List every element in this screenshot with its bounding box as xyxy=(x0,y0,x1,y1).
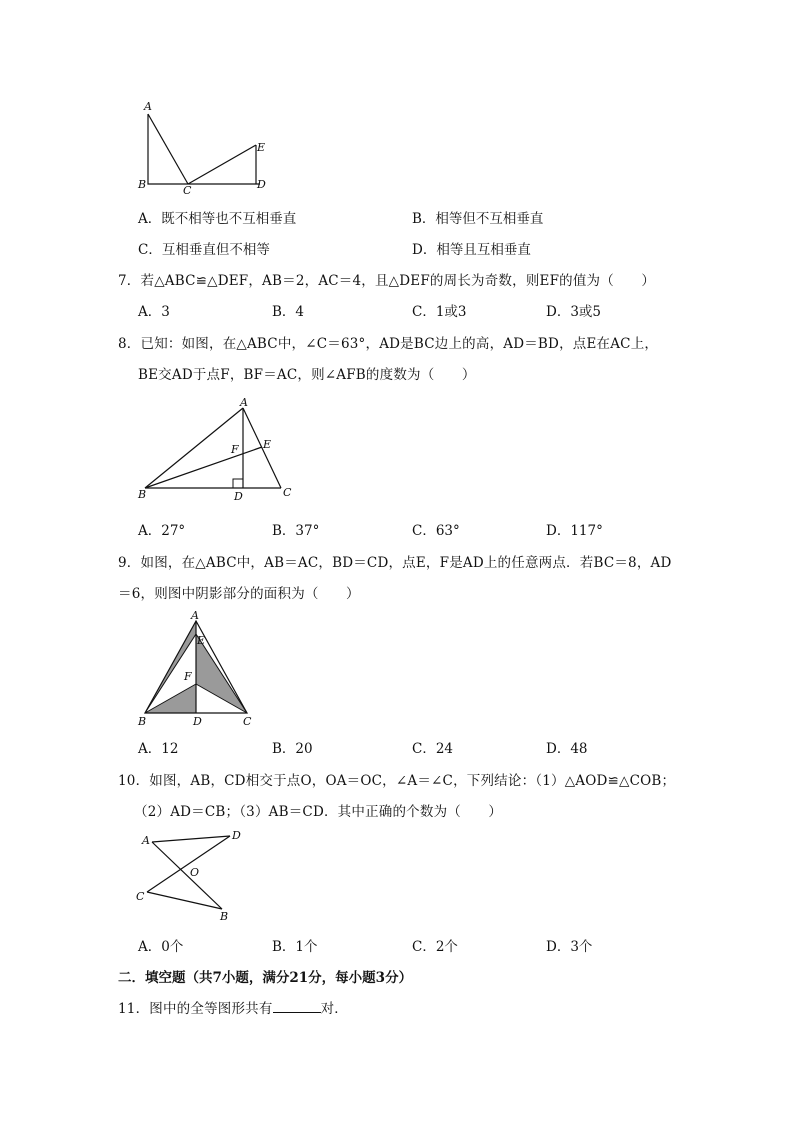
q7-choice-b: B．4 xyxy=(272,304,305,320)
q10-text-line2: （2）AD＝CB；（3）AB＝CD．其中正确的个数为（ ） xyxy=(134,804,503,820)
q10-choice-d: D．3个 xyxy=(546,939,593,955)
q8-label-c: C xyxy=(283,486,292,499)
q9-label-f: F xyxy=(184,670,192,683)
q9-label-d: D xyxy=(193,715,202,728)
q9-label-e: E xyxy=(197,634,206,647)
q11-answer-blank[interactable] xyxy=(273,1000,321,1013)
q8-label-d: D xyxy=(234,490,243,503)
q10-label-d: D xyxy=(232,829,241,842)
q6-choice-b: B．相等但不互相垂直 xyxy=(412,211,544,227)
q7-text: 7．若△ABC≌△DEF，AB＝2，AC＝4，且△DEF的周长为奇数，则EF的值为（ ） xyxy=(118,273,656,289)
q6-choice-d: D．相等且互相垂直 xyxy=(412,242,531,258)
q7-choice-a: A．3 xyxy=(138,304,170,320)
q9-choice-d: D．48 xyxy=(546,741,588,757)
q11-text xyxy=(118,997,348,1017)
q9-text-line2: ＝6，则图中阴影部分的面积为（ ） xyxy=(118,586,360,602)
q8-choice-b: B．37° xyxy=(272,523,320,539)
q9-figure xyxy=(133,606,263,731)
q8-choice-a: A．27° xyxy=(138,523,186,539)
q10-choice-a: A．0个 xyxy=(138,939,184,955)
q10-choice-b: B．1个 xyxy=(272,939,318,955)
q7-choice-c: C．1或3 xyxy=(412,304,467,320)
q8-label-e: E xyxy=(263,438,272,451)
q8-figure xyxy=(135,396,310,508)
q10-choice-c: C．2个 xyxy=(412,939,458,955)
q6-label-a: A xyxy=(144,100,152,113)
q10-label-b: B xyxy=(220,910,229,923)
section-2-title: 二．填空题（共7小题，满分21分，每小题3分） xyxy=(118,970,413,986)
q8-text-line2: BE交AD于点F，BF＝AC，则∠AFB的度数为（ ） xyxy=(138,367,476,383)
q8-choice-d: D．117° xyxy=(546,523,603,539)
q11-text-before: 11．图中的全等图形共有 xyxy=(118,1001,273,1017)
q9-text-line1: 9．如图，在△ABC中，AB＝AC，BD＝CD，点E，F是AD上的任意两点．若BC＝8，AD xyxy=(118,555,672,571)
q6-label-b: B xyxy=(138,178,147,191)
q8-label-a: A xyxy=(240,396,248,409)
q10-label-a: A xyxy=(142,834,150,847)
q10-label-c: C xyxy=(136,890,145,903)
q11-text-after: 对． xyxy=(320,1001,348,1017)
q10-figure xyxy=(130,822,250,924)
q6-label-c: C xyxy=(183,184,192,197)
q6-label-d: D xyxy=(257,178,266,191)
q8-text-line1: 8．已知：如图，在△ABC中，∠C＝63°，AD是BC边上的高，AD＝BD，点E在AC上， xyxy=(118,336,659,352)
q9-label-b: B xyxy=(138,715,147,728)
q6-choice-c: C．互相垂直但不相等 xyxy=(138,242,270,258)
q8-choice-c: C．63° xyxy=(412,523,460,539)
q10-label-o: O xyxy=(190,866,200,879)
q9-choice-b: B．20 xyxy=(272,741,313,757)
q7-choice-d: D．3或5 xyxy=(546,304,602,320)
q6-figure xyxy=(130,98,280,198)
q8-label-b: B xyxy=(138,488,147,501)
q10-text-line1: 10．如图，AB，CD相交于点O，OA＝OC，∠A＝∠C，下列结论：（1）△AOD≌△COB； xyxy=(118,773,676,789)
q9-label-c: C xyxy=(243,715,252,728)
q9-label-a: A xyxy=(191,609,199,622)
q8-label-f: F xyxy=(231,443,239,456)
q9-choice-a: A．12 xyxy=(138,741,179,757)
q9-choice-c: C．24 xyxy=(412,741,454,757)
q6-choice-a: A．既不相等也不互相垂直 xyxy=(138,211,297,227)
q6-label-e: E xyxy=(257,141,266,154)
